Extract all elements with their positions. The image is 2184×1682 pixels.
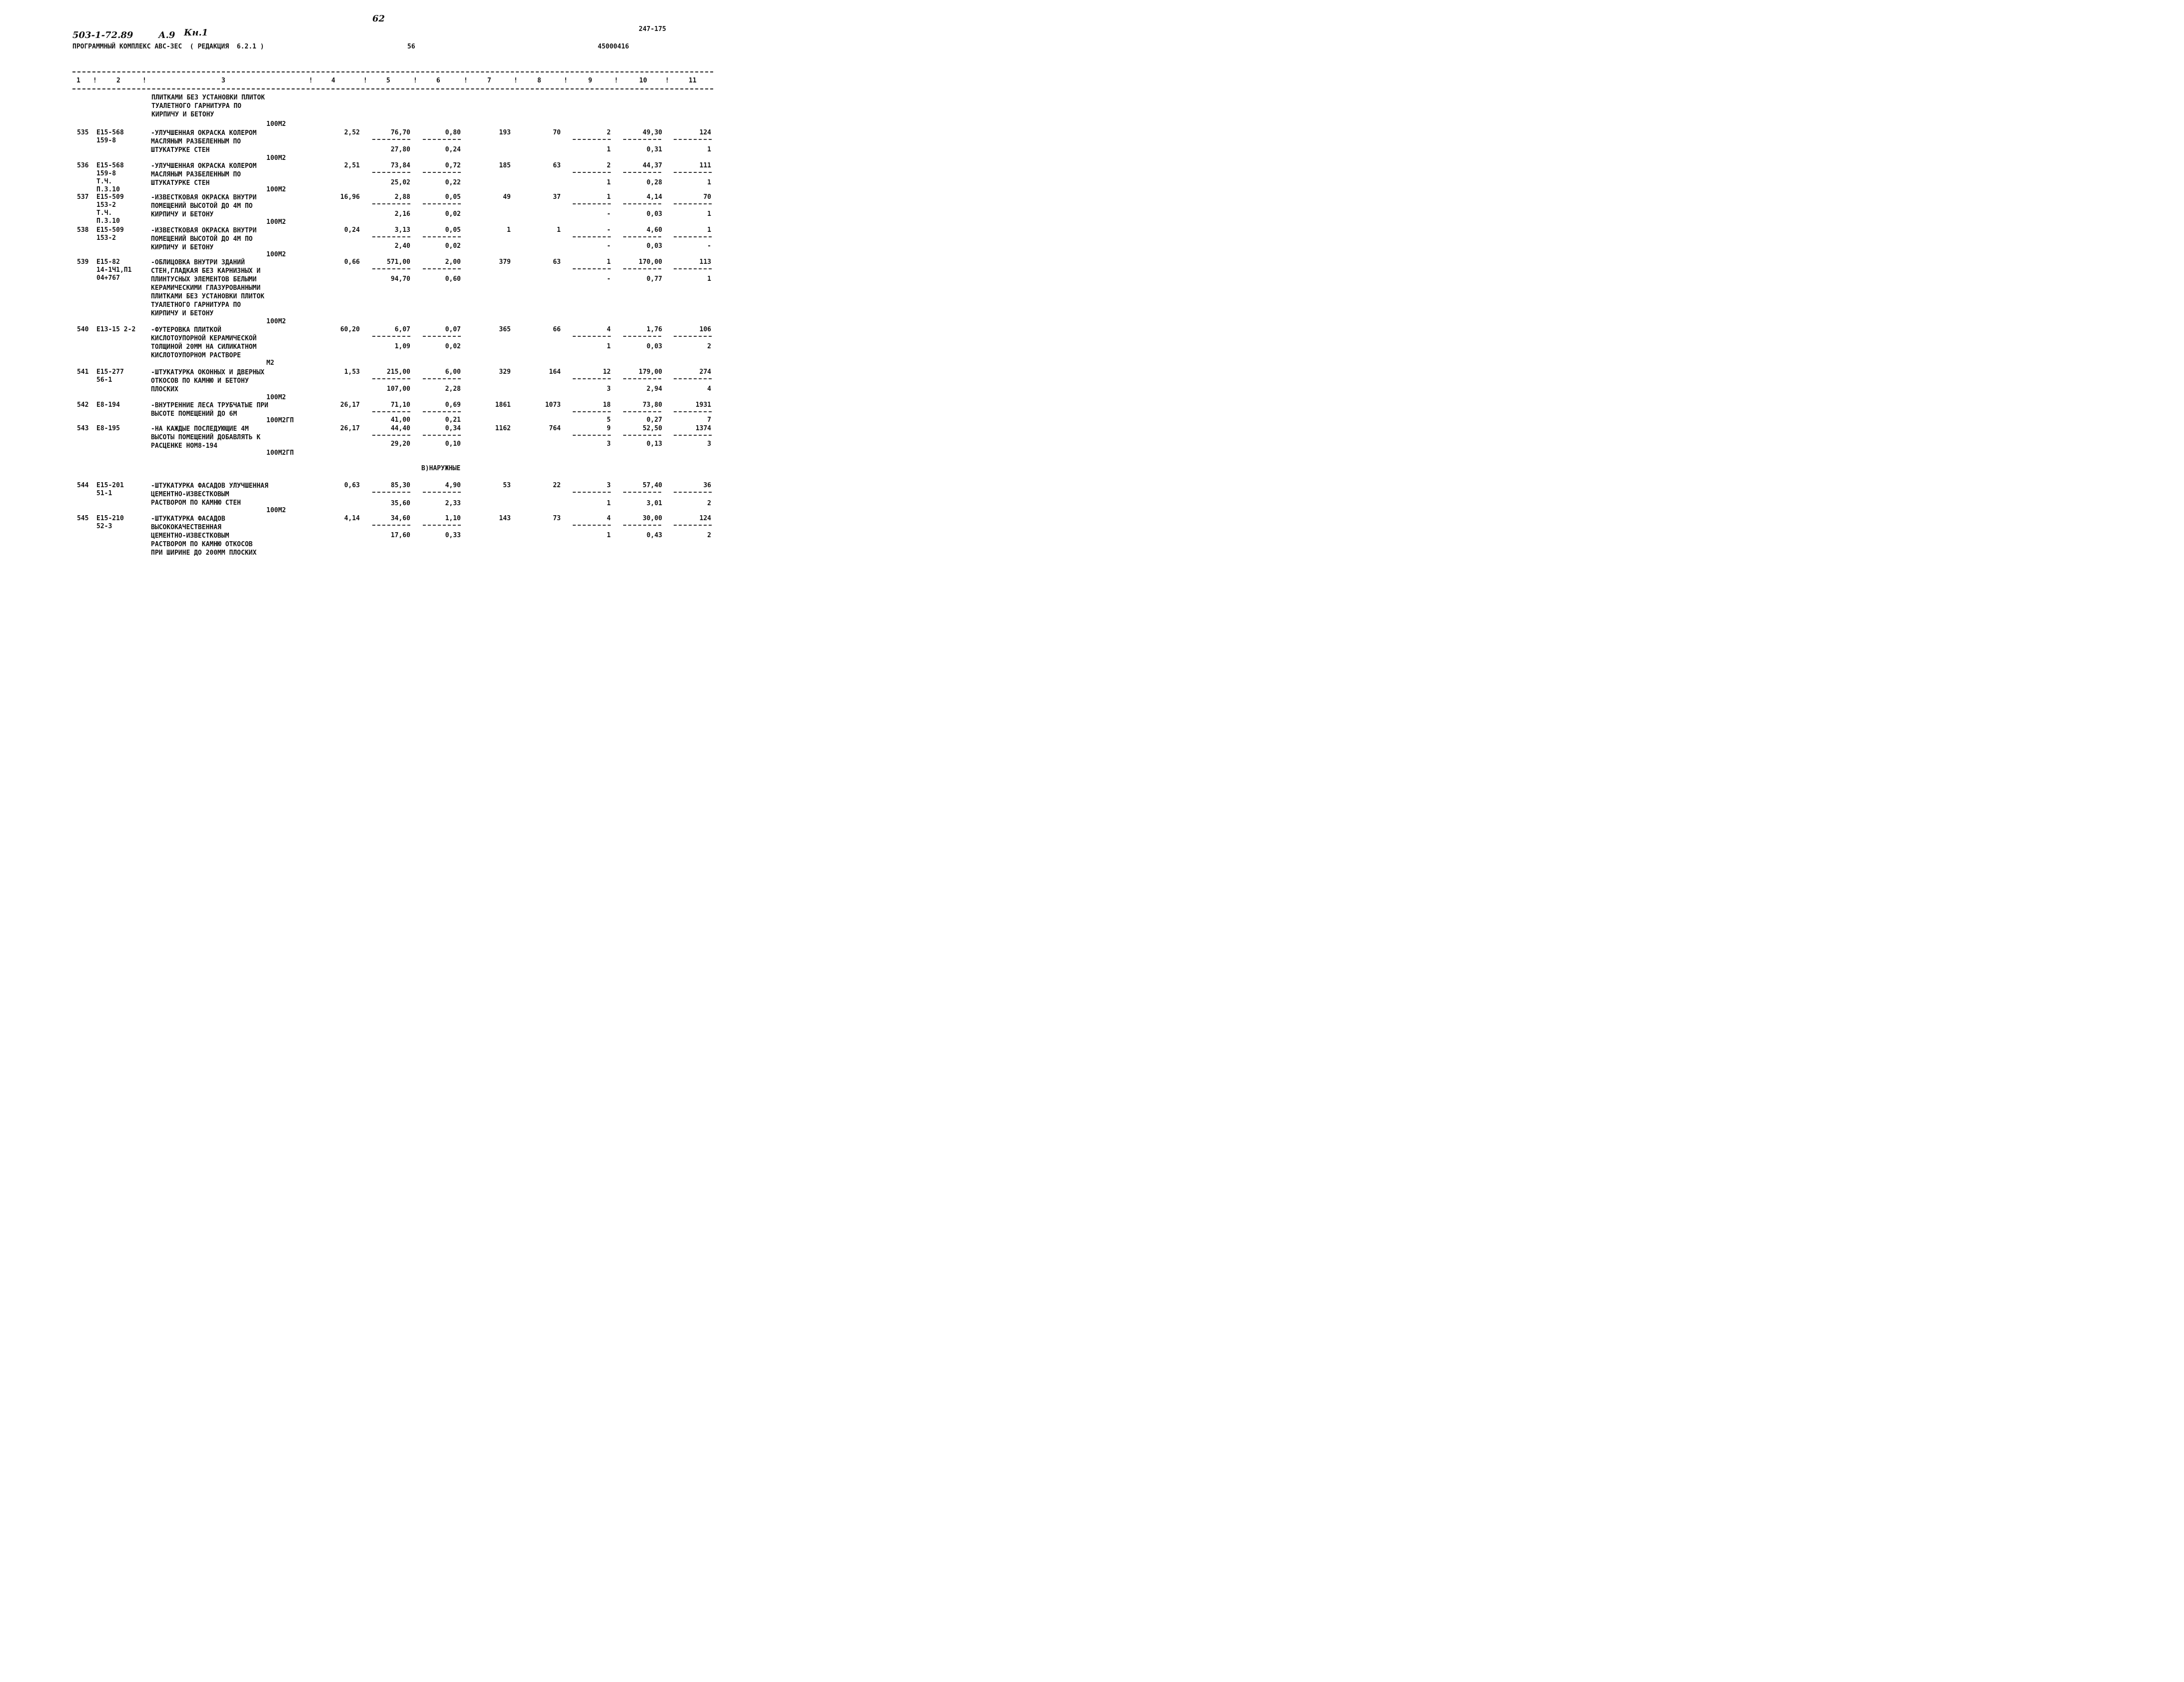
cell-col7: 329 — [499, 368, 511, 376]
cell-col11-bottom: 4 — [707, 385, 711, 393]
cell-col9-top: 4 — [607, 326, 611, 333]
cell-col7: 53 — [503, 482, 511, 489]
col-header-1: 1 — [76, 77, 80, 84]
cell-col4: 2,52 — [344, 129, 360, 136]
row-description: -УЛУЧШЕННАЯ ОКРАСКА КОЛЕРОМ МАСЛЯНЫМ РАЗБЕЛЕННЫМ ПО ШТУКАТУРКЕ СТЕН — [151, 162, 257, 187]
cell-col6-top: 2,00 — [445, 258, 461, 266]
row-unit: 100М2 — [266, 318, 286, 325]
cell-col4: 26,17 — [340, 401, 360, 409]
cell-col10-top: 170,00 — [639, 258, 662, 266]
row-code: Е15-509 153-2 — [96, 226, 124, 242]
divider-col9 — [573, 411, 611, 412]
cell-col10-bottom: 0,77 — [646, 275, 662, 283]
continuation-text: ПЛИТКАМИ БЕЗ УСТАНОВКИ ПЛИТОК ТУАЛЕТНОГО ГАРНИТУРА ПО КИРПИЧУ И БЕТОНУ — [151, 94, 265, 118]
row-number: 545 — [77, 515, 89, 522]
divider-col5 — [372, 492, 410, 493]
cell-col11-bottom: 1 — [707, 146, 711, 153]
row-unit: 100М2 — [266, 218, 286, 226]
cell-col10-top: 179,00 — [639, 368, 662, 376]
divider-col6 — [423, 336, 461, 337]
cell-col4: 0,63 — [344, 482, 360, 489]
cell-col8: 22 — [553, 482, 561, 489]
cell-col7: 185 — [499, 162, 511, 169]
divider-col5 — [372, 411, 410, 412]
cell-col5-bottom: 41,00 — [390, 416, 410, 424]
divider-col9 — [573, 139, 611, 140]
cell-col11-top: 36 — [703, 482, 711, 489]
col-header-2: 2 — [116, 77, 120, 84]
divider-col5 — [372, 435, 410, 436]
divider-col10 — [623, 139, 661, 140]
cell-col8: 66 — [553, 326, 561, 333]
cell-col8: 37 — [553, 193, 561, 201]
cell-col11-bottom: 1 — [707, 179, 711, 186]
divider-col6 — [423, 203, 461, 204]
cell-col5-top: 73,84 — [390, 162, 410, 169]
cell-col7: 49 — [503, 193, 511, 201]
cell-col5-bottom: 35,60 — [390, 500, 410, 507]
divider-col10 — [623, 525, 661, 526]
divider-col5 — [372, 203, 410, 204]
cell-col7: 1861 — [495, 401, 511, 409]
divider-col5 — [372, 336, 410, 337]
cell-col6-top: 0,05 — [445, 226, 461, 234]
row-unit: 100М2ГП — [266, 417, 294, 424]
cell-col11-top: 274 — [699, 368, 711, 376]
page-number-handwritten: 62 — [372, 13, 385, 24]
col-separator: ! — [309, 77, 313, 84]
cell-col11-top: 124 — [699, 129, 711, 136]
cell-col6-top: 0,72 — [445, 162, 461, 169]
divider-col10 — [623, 203, 661, 204]
cell-col8: 1073 — [545, 401, 561, 409]
cell-col9-bottom: 3 — [607, 440, 611, 448]
col-header-9: 9 — [588, 77, 592, 84]
row-description: -НА КАЖДЫЕ ПОСЛЕДУЮЩИЕ 4М ВЫСОТЫ ПОМЕЩЕНИЙ ДОБАВЛЯТЬ К РАСЦЕНКЕ НОМ8-194 — [151, 425, 261, 450]
col-header-4: 4 — [331, 77, 335, 84]
row-code: Е8-195 — [96, 425, 120, 432]
row-code: Е8-194 — [96, 401, 120, 409]
cell-col5-top: 44,40 — [390, 425, 410, 432]
divider-col11 — [674, 336, 712, 337]
cell-col6-top: 0,05 — [445, 193, 461, 201]
cell-col10-bottom: 2,94 — [646, 385, 662, 393]
col-header-10: 10 — [639, 77, 647, 84]
col-header-8: 8 — [537, 77, 541, 84]
program-line: ПРОГРАММНЫЙ КОМПЛЕКС АВС-ЗЕС ( РЕДАКЦИЯ 6.2.1 ) — [72, 43, 264, 50]
document-number: 247-175 — [639, 25, 666, 33]
col-header-5: 5 — [386, 77, 390, 84]
cell-col10-top: 4,14 — [646, 193, 662, 201]
col-separator: ! — [514, 77, 518, 84]
section-heading: В)НАРУЖНЫЕ — [421, 465, 461, 472]
cell-col5-bottom: 107,00 — [387, 385, 410, 393]
cell-col9-top: 2 — [607, 162, 611, 169]
cell-col6-bottom: 0,10 — [445, 440, 461, 448]
row-unit: 100М2ГП — [266, 449, 294, 457]
cell-col10-top: 1,76 — [646, 326, 662, 333]
cell-col9-top: 12 — [603, 368, 611, 376]
continuation-unit: 100М2 — [266, 120, 286, 128]
cell-col11-bottom: 1 — [707, 210, 711, 218]
cell-col5-top: 76,70 — [390, 129, 410, 136]
col-separator: ! — [142, 77, 146, 84]
divider-col5 — [372, 525, 410, 526]
divider-col11 — [674, 435, 712, 436]
cell-col6-bottom: 0,33 — [445, 532, 461, 539]
col-separator: ! — [464, 77, 468, 84]
cell-col10-bottom: 0,43 — [646, 532, 662, 539]
cell-col7: 143 — [499, 515, 511, 522]
row-description: -ИЗВЕСТКОВАЯ ОКРАСКА ВНУТРИ ПОМЕЩЕНИЙ ВЫСОТОЙ ДО 4М ПО КИРПИЧУ И БЕТОНУ — [151, 194, 257, 218]
row-description: -УЛУЧШЕННАЯ ОКРАСКА КОЛЕРОМ МАСЛЯНЫМ РАЗБЕЛЕННЫМ ПО ШТУКАТУРКЕ СТЕН — [151, 129, 257, 154]
cell-col11-top: 1931 — [695, 401, 711, 409]
cell-col11-top: 70 — [703, 193, 711, 201]
cell-col5-bottom: 2,16 — [394, 210, 410, 218]
divider-col6 — [423, 139, 461, 140]
cell-col6-bottom: 0,24 — [445, 146, 461, 153]
divider-col10 — [623, 492, 661, 493]
row-number: 537 — [77, 193, 89, 201]
divider-col9 — [573, 378, 611, 379]
cell-col9-top: 9 — [607, 425, 611, 432]
cell-col5-top: 6,07 — [394, 326, 410, 333]
cell-col10-bottom: 0,31 — [646, 146, 662, 153]
row-number: 543 — [77, 425, 89, 432]
cell-col11-top: 1 — [707, 226, 711, 234]
row-unit: 100М2 — [266, 507, 286, 514]
divider-col6 — [423, 268, 461, 269]
cell-col10-top: 30,00 — [642, 515, 662, 522]
cell-col11-bottom: 7 — [707, 416, 711, 424]
col-header-6: 6 — [436, 77, 440, 84]
cell-col10-bottom: 0,13 — [646, 440, 662, 448]
divider-col6 — [423, 435, 461, 436]
divider-col11 — [674, 525, 712, 526]
col-header-3: 3 — [221, 77, 225, 84]
cell-col4: 2,51 — [344, 162, 360, 169]
row-description: -ВНУТРЕННИЕ ЛЕСА ТРУБЧАТЫЕ ПРИ ВЫСОТЕ ПОМЕЩЕНИЙ ДО 6М — [151, 402, 268, 418]
cell-col10-bottom: 0,03 — [646, 210, 662, 218]
divider-col11 — [674, 203, 712, 204]
divider-col11 — [674, 378, 712, 379]
cell-col4: 0,24 — [344, 226, 360, 234]
col-separator: ! — [665, 77, 669, 84]
cell-col4: 60,20 — [340, 326, 360, 333]
row-unit: 100М2 — [266, 394, 286, 401]
cell-col10-top: 49,30 — [642, 129, 662, 136]
cell-col5-top: 215,00 — [387, 368, 410, 376]
col-separator: ! — [614, 77, 618, 84]
cell-col8: 764 — [549, 425, 561, 432]
cell-col10-bottom: 0,27 — [646, 416, 662, 424]
col-separator: ! — [564, 77, 568, 84]
cell-col11-bottom: 2 — [707, 532, 711, 539]
cell-col10-bottom: 0,03 — [646, 242, 662, 250]
divider-col11 — [674, 139, 712, 140]
divider-col5 — [372, 139, 410, 140]
row-unit: 100М2 — [266, 251, 286, 258]
divider-col5 — [372, 236, 410, 237]
cell-col4: 0,66 — [344, 258, 360, 266]
cell-col9-bottom: - — [607, 275, 611, 283]
col-header-11: 11 — [689, 77, 697, 84]
divider-col9 — [573, 435, 611, 436]
cell-col5-bottom: 2,40 — [394, 242, 410, 250]
cell-col11-top: 106 — [699, 326, 711, 333]
cell-col10-top: 52,50 — [642, 425, 662, 432]
code-number: 45000416 — [598, 43, 629, 50]
cell-col7: 365 — [499, 326, 511, 333]
divider-col6 — [423, 492, 461, 493]
doc-code-handwritten: 503-1-72.89 — [72, 30, 133, 40]
divider-col5 — [372, 378, 410, 379]
row-number: 544 — [77, 482, 89, 489]
cell-col6-bottom: 0,21 — [445, 416, 461, 424]
divider-col6 — [423, 172, 461, 173]
cell-col7: 1162 — [495, 425, 511, 432]
cell-col6-bottom: 0,02 — [445, 242, 461, 250]
cell-col5-bottom: 29,20 — [390, 440, 410, 448]
divider-col9 — [573, 268, 611, 269]
cell-col9-bottom: 1 — [607, 146, 611, 153]
cell-col9-bottom: - — [607, 210, 611, 218]
row-description: -ШТУКАТУРКА ФАСАДОВ УЛУЧШЕННАЯ ЦЕМЕНТНО-ИЗВЕСТКОВЫМ РАСТВОРОМ ПО КАМНЮ СТЕН — [151, 482, 268, 507]
cell-col5-top: 71,10 — [390, 401, 410, 409]
divider-col10 — [623, 435, 661, 436]
col-separator: ! — [93, 77, 97, 84]
cell-col9-bottom: 5 — [607, 416, 611, 424]
cell-col9-top: 3 — [607, 482, 611, 489]
cell-col11-bottom: 2 — [707, 500, 711, 507]
cell-col4: 26,17 — [340, 425, 360, 432]
cell-col8: 63 — [553, 258, 561, 266]
divider-col9 — [573, 236, 611, 237]
cell-col5-top: 3,13 — [394, 226, 410, 234]
cell-col8: 70 — [553, 129, 561, 136]
cell-col8: 63 — [553, 162, 561, 169]
row-number: 540 — [77, 326, 89, 333]
cell-col6-bottom: 0,22 — [445, 179, 461, 186]
divider-col10 — [623, 378, 661, 379]
row-description: -ШТУКАТУРКА ФАСАДОВ ВЫСОКОКАЧЕСТВЕННАЯ ЦЕМЕНТНО-ИЗВЕСТКОВЫМ РАСТВОРОМ ПО КАМНЮ ОТКОСОВ ПРИ ШИРИНЕ ДО 200ММ ПЛОСКИХ — [151, 515, 257, 557]
row-code: Е15-568 159-8 Т.Ч. П.3.10 — [96, 162, 124, 193]
cell-col5-top: 571,00 — [387, 258, 410, 266]
cell-col10-bottom: 3,01 — [646, 500, 662, 507]
row-unit: М2 — [266, 359, 274, 367]
cell-col6-top: 6,00 — [445, 368, 461, 376]
divider-col5 — [372, 172, 410, 173]
sheet-number: 56 — [407, 43, 415, 50]
row-code: Е15-201 51-1 — [96, 482, 124, 497]
divider-col6 — [423, 411, 461, 412]
cell-col9-bottom: - — [607, 242, 611, 250]
album-handwritten: А.9 — [158, 30, 175, 40]
cell-col5-top: 2,88 — [394, 193, 410, 201]
row-code: Е15-568 159-8 — [96, 129, 124, 144]
cell-col10-bottom: 0,28 — [646, 179, 662, 186]
cell-col5-bottom: 17,60 — [390, 532, 410, 539]
cell-col9-bottom: 1 — [607, 500, 611, 507]
cell-col6-top: 1,10 — [445, 515, 461, 522]
cell-col6-bottom: 2,28 — [445, 385, 461, 393]
row-number: 541 — [77, 368, 89, 376]
cell-col8: 73 — [553, 515, 561, 522]
header-bottom-rule — [72, 88, 713, 89]
row-code: Е13-15 2-2 — [96, 326, 136, 333]
cell-col5-bottom: 94,70 — [390, 275, 410, 283]
row-code: Е15-82 14-1Ч1,П1 04+767 — [96, 258, 132, 282]
header-top-rule — [72, 71, 713, 72]
cell-col11-top: 124 — [699, 515, 711, 522]
cell-col9-top: 18 — [603, 401, 611, 409]
divider-col11 — [674, 492, 712, 493]
cell-col11-bottom: 3 — [707, 440, 711, 448]
cell-col5-bottom: 1,09 — [394, 343, 410, 350]
row-unit: 100М2 — [266, 154, 286, 162]
divider-col10 — [623, 268, 661, 269]
col-separator: ! — [413, 77, 417, 84]
row-description: -ФУТЕРОВКА ПЛИТКОЙ КИСЛОТОУПОРНОЙ КЕРАМИЧЕСКОЙ ТОЛЩИНОЙ 20ММ НА СИЛИКАТНОМ КИСЛОТОУПОРНОМ РАСТВОРЕ — [151, 326, 257, 359]
col-separator: ! — [363, 77, 367, 84]
row-description: -ОБЛИЦОВКА ВНУТРИ ЗДАНИЙ СТЕН,ГЛАДКАЯ БЕЗ КАРНИЗНЫХ И ПЛИНТУСНЫХ ЭЛЕМЕНТОВ БЕЛЫМИ КЕРАМИЧЕСКИМИ ГЛАЗУРОВАННЫМИ ПЛИТКАМИ БЕЗ УСТАНОВКИ ПЛИТОК ТУАЛЕТНОГО ГАРНИТУРА ПО КИРПИЧУ И БЕТОНУ — [151, 259, 264, 317]
cell-col9-top: 4 — [607, 515, 611, 522]
divider-col10 — [623, 236, 661, 237]
cell-col10-top: 44,37 — [642, 162, 662, 169]
cell-col11-bottom: 1 — [707, 275, 711, 283]
cell-col7: 1 — [507, 226, 511, 234]
divider-col10 — [623, 336, 661, 337]
cell-col8: 164 — [549, 368, 561, 376]
cell-col6-top: 4,90 — [445, 482, 461, 489]
cell-col4: 16,96 — [340, 193, 360, 201]
cell-col4: 1,53 — [344, 368, 360, 376]
cell-col9-top: 1 — [607, 258, 611, 266]
cell-col4: 4,14 — [344, 515, 360, 522]
divider-col9 — [573, 203, 611, 204]
cell-col9-bottom: 1 — [607, 532, 611, 539]
cell-col7: 379 — [499, 258, 511, 266]
cell-col10-top: 4,60 — [646, 226, 662, 234]
cell-col6-top: 0,07 — [445, 326, 461, 333]
cell-col9-top: 1 — [607, 193, 611, 201]
cell-col11-top: 1374 — [695, 425, 711, 432]
divider-col9 — [573, 492, 611, 493]
row-number: 539 — [77, 258, 89, 266]
cell-col11-bottom: - — [707, 242, 711, 250]
cell-col10-top: 57,40 — [642, 482, 662, 489]
cell-col6-top: 0,80 — [445, 129, 461, 136]
book-handwritten: Кн.1 — [184, 27, 208, 38]
cell-col6-top: 0,69 — [445, 401, 461, 409]
cell-col6-bottom: 0,02 — [445, 210, 461, 218]
cell-col5-bottom: 25,02 — [390, 179, 410, 186]
divider-col11 — [674, 236, 712, 237]
divider-col6 — [423, 236, 461, 237]
row-code: Е15-509 153-2 Т.Ч. П.3.10 — [96, 193, 124, 225]
cell-col5-top: 34,60 — [390, 515, 410, 522]
cell-col8: 1 — [557, 226, 561, 234]
cell-col9-bottom: 3 — [607, 385, 611, 393]
divider-col6 — [423, 525, 461, 526]
cell-col11-bottom: 2 — [707, 343, 711, 350]
row-code: Е15-277 56-1 — [96, 368, 124, 384]
row-number: 536 — [77, 162, 89, 169]
divider-col11 — [674, 411, 712, 412]
divider-col10 — [623, 411, 661, 412]
row-number: 538 — [77, 226, 89, 234]
divider-col9 — [573, 525, 611, 526]
row-description: -ШТУКАТУРКА ОКОННЫХ И ДВЕРНЫХ ОТКОСОВ ПО КАМНЮ И БЕТОНУ ПЛОСКИХ — [151, 369, 264, 393]
divider-col6 — [423, 378, 461, 379]
cell-col10-bottom: 0,03 — [646, 343, 662, 350]
divider-col10 — [623, 172, 661, 173]
row-number: 542 — [77, 401, 89, 409]
cell-col9-top: - — [607, 226, 611, 234]
cell-col9-top: 2 — [607, 129, 611, 136]
cell-col11-top: 113 — [699, 258, 711, 266]
divider-col9 — [573, 172, 611, 173]
divider-col11 — [674, 172, 712, 173]
col-header-7: 7 — [487, 77, 491, 84]
row-description: -ИЗВЕСТКОВАЯ ОКРАСКА ВНУТРИ ПОМЕЩЕНИЙ ВЫСОТОЙ ДО 4М ПО КИРПИЧУ И БЕТОНУ — [151, 227, 257, 251]
divider-col9 — [573, 336, 611, 337]
cell-col6-bottom: 0,02 — [445, 343, 461, 350]
divider-col11 — [674, 268, 712, 269]
cell-col10-top: 73,80 — [642, 401, 662, 409]
divider-col5 — [372, 268, 410, 269]
cell-col9-bottom: 1 — [607, 343, 611, 350]
row-number: 535 — [77, 129, 89, 136]
cell-col11-top: 111 — [699, 162, 711, 169]
cell-col5-top: 85,30 — [390, 482, 410, 489]
cell-col7: 193 — [499, 129, 511, 136]
cell-col6-top: 0,34 — [445, 425, 461, 432]
cell-col5-bottom: 27,80 — [390, 146, 410, 153]
row-unit: 100М2 — [266, 186, 286, 193]
row-code: Е15-210 52-3 — [96, 515, 124, 530]
cell-col6-bottom: 0,60 — [445, 275, 461, 283]
cell-col9-bottom: 1 — [607, 179, 611, 186]
cell-col6-bottom: 2,33 — [445, 500, 461, 507]
